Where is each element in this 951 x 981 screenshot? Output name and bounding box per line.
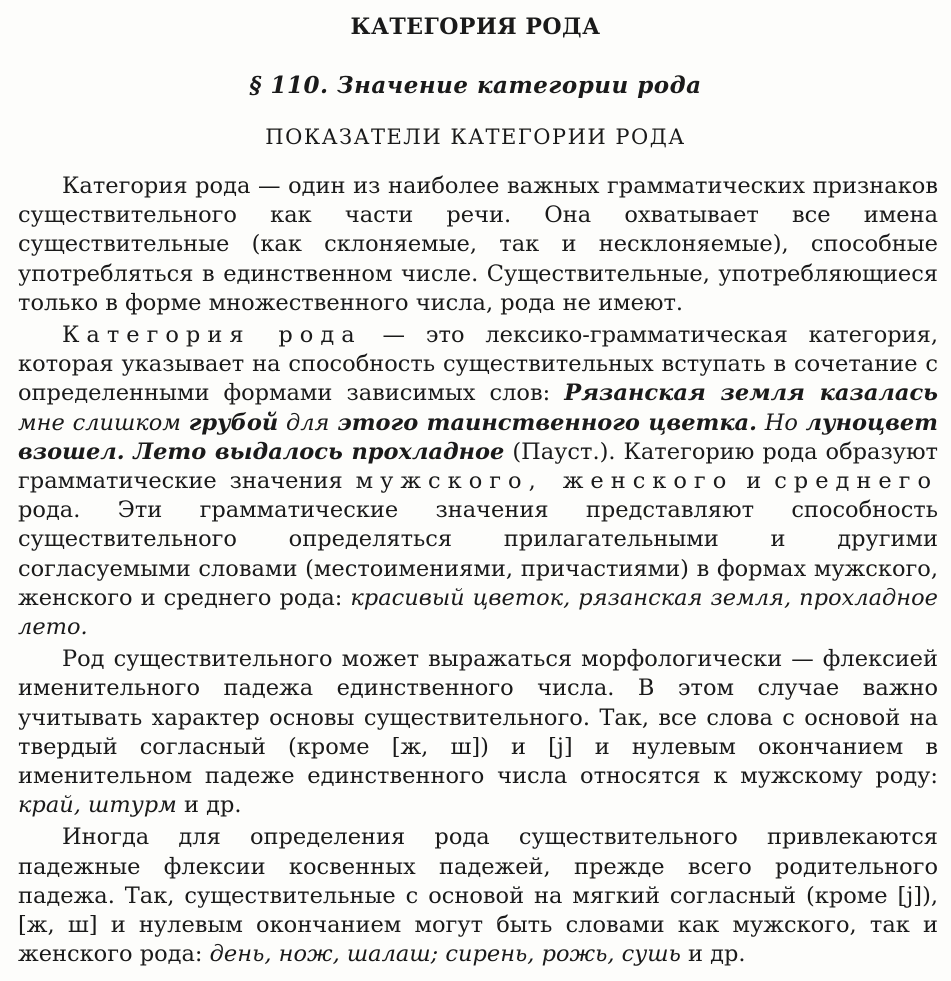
section-title: § 110. Значение категории рода xyxy=(249,72,702,99)
term-spaced: Категория рода xyxy=(62,322,362,349)
example: красивый цветок, рязанская земля, прохладное лето. xyxy=(18,584,938,641)
example: край, штурм xyxy=(18,792,177,819)
chapter-title: КАТЕГОРИЯ РОДА xyxy=(350,14,601,40)
paragraph-1: Категория рода — один из наиболее важных грамматических признаков существительного как части речи. Она охватывает все имена существительные (как склоняемые, так и несклоняемые), способные употребляться в единственном числе. Существительные, употребляющиеся только в форме множественного числа, рода не имеют. xyxy=(18,173,938,316)
paragraph-2: Категория рода — это лексико-грамматическая категория, которая указывает на способность существительных вступать в сочетание с определенными формами зависимых слов: Рязанская земля казалась мне слишком грубой для этого таинственного цветка. Но луноцвет взошел. Лето выдалось прохладное (Пауст.). Категорию рода образуют грамматические значения мужского, женского и среднего рода. Эти грамматические значения представляют способность существительного определяться прилагательными и другими согласуемыми словами (местоимениями, причастиями) в формах мужского, женского и среднего рода: красивый цветок, рязанская земля, прохладное лето. xyxy=(18,322,939,641)
paragraph-3: Род существительного может выражаться морфологически — флексией именительного падежа единственного числа. В этом случае важно учитывать характер основы существительного. Так, все слова с основой на твердый согласный (кроме [ж, ш]) и [j] и нулевым окончанием в именительном падеже единственного числа относятся к мужскому роду: край, штурм и др. xyxy=(18,646,938,819)
body-text xyxy=(18,172,938,972)
subheading: ПОКАЗАТЕЛИ КАТЕГОРИИ РОДА xyxy=(265,125,686,149)
paragraph-4: Иногда для определения рода существительного привлекаются падежные флексии косвенных падежей, прежде всего родительного падежа. Так, существительные с основой на мягкий согласный (кроме [j]), [ж, ш] и нулевым окончанием могут быть словами как мужского, так и женского рода: день, нож, шалаш; сирень, рожь, сушь и др. xyxy=(18,824,938,968)
example: день, нож, шалаш; сирень, рожь, сушь xyxy=(209,941,681,968)
example: Рязанская земля казалась xyxy=(564,380,938,407)
